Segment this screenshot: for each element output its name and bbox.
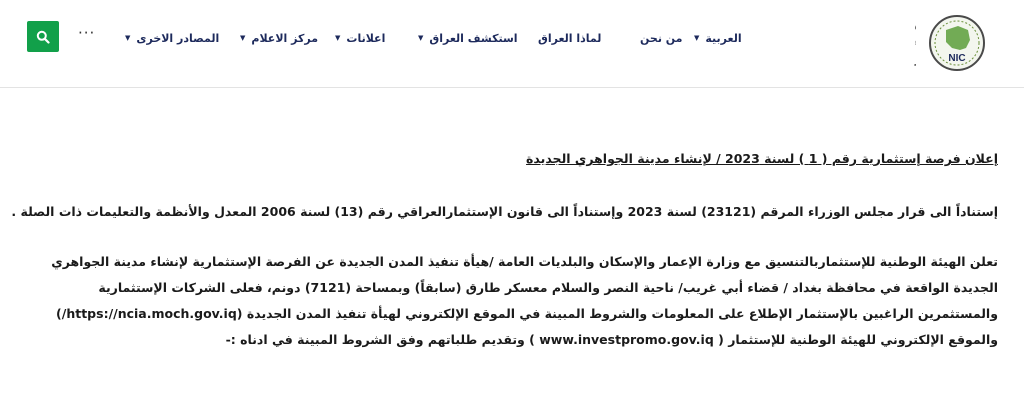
ellipsis-icon[interactable]: ···: [78, 24, 96, 42]
chevron-down-icon: ▼: [240, 34, 246, 42]
chevron-down-icon: ▼: [125, 34, 131, 42]
nav-announcements[interactable]: [335, 28, 385, 48]
announcement-paragraph-1: إستناداً الى قرار مجلس الوزراء المرقم (23121) لسنة 2023 وإستناداً الى قانون الإستثمارالعراقي رقم (13) لسنة 2006 المعدل والأنظمة والتعليمات ذات الصلة .: [11, 204, 998, 219]
nav-label: مركز الاعلام: [251, 31, 319, 45]
nav-label: المصادر الاخرى: [136, 31, 220, 45]
announcement-paragraph-2: تعلن الهيئة الوطنية للإستثماربالتنسيق مع وزارة الإعمار والإسكان والبلديات العامة /هيأة تنفيذ المدن الجديدة عن الفرصة الإستثمارية لإنشاء مدينة الجواهري الجديدة الواقعة في محافظة بغداد / قضاء أبي غريب/ ناحية النصر والسلام معسكر طارق (سابقاً) وبمساحة (7121) دونم، فعلى الشركات الإستثمارية والمستثمرين الراغبين بالإستثمار الإطلاع على المعلومات والشروط المبينة في الموقع الإلكتروني لهيأة تنفيذ المدن الجديدة (https://ncia.moch.gov.iq/) والموقع الإلكتروني للهيئة الوطنية للإستثمار ( www.investpromo.gov.iq ) وتقديم طلباتهم وفق الشروط المبينة في ادناه :-: [51, 254, 998, 347]
site-header: [0, 0, 1024, 88]
nav-label: استكشف العراق: [429, 31, 518, 45]
search-icon: [36, 30, 50, 44]
main-content: [0, 88, 1024, 404]
chevron-down-icon: ▼: [694, 34, 700, 42]
logo-line-1: [915, 20, 916, 31]
nav-label: لماذا العراق: [538, 31, 602, 45]
nav-media-center[interactable]: [240, 28, 318, 48]
nav-language[interactable]: [694, 28, 742, 48]
chevron-down-icon: ▼: [335, 34, 341, 42]
search-button[interactable]: [27, 21, 59, 52]
nav-explore-iraq[interactable]: [418, 28, 518, 48]
nic-emblem-logo[interactable]: [928, 14, 986, 72]
chevron-down-icon: ▼: [418, 34, 424, 42]
logo-line-2: [915, 37, 916, 48]
nav-label: من نحن: [640, 31, 683, 45]
nav-other-sources[interactable]: [125, 28, 219, 48]
logo-calligraphy[interactable]: [818, 14, 916, 72]
nav-why-iraq[interactable]: [538, 28, 601, 48]
announcement-title: إعلان فرصة إستثمارية رقم ( 1 ) لسنة 2023 / لإنشاء مدينة الجواهري الجديدة: [526, 151, 998, 166]
emblem-text: NIC: [948, 53, 966, 64]
logo-line-3: [914, 55, 916, 66]
nav-label: اعلانات: [346, 31, 386, 45]
nav-about-us[interactable]: [640, 28, 683, 48]
nav-label: العربية: [705, 31, 742, 45]
